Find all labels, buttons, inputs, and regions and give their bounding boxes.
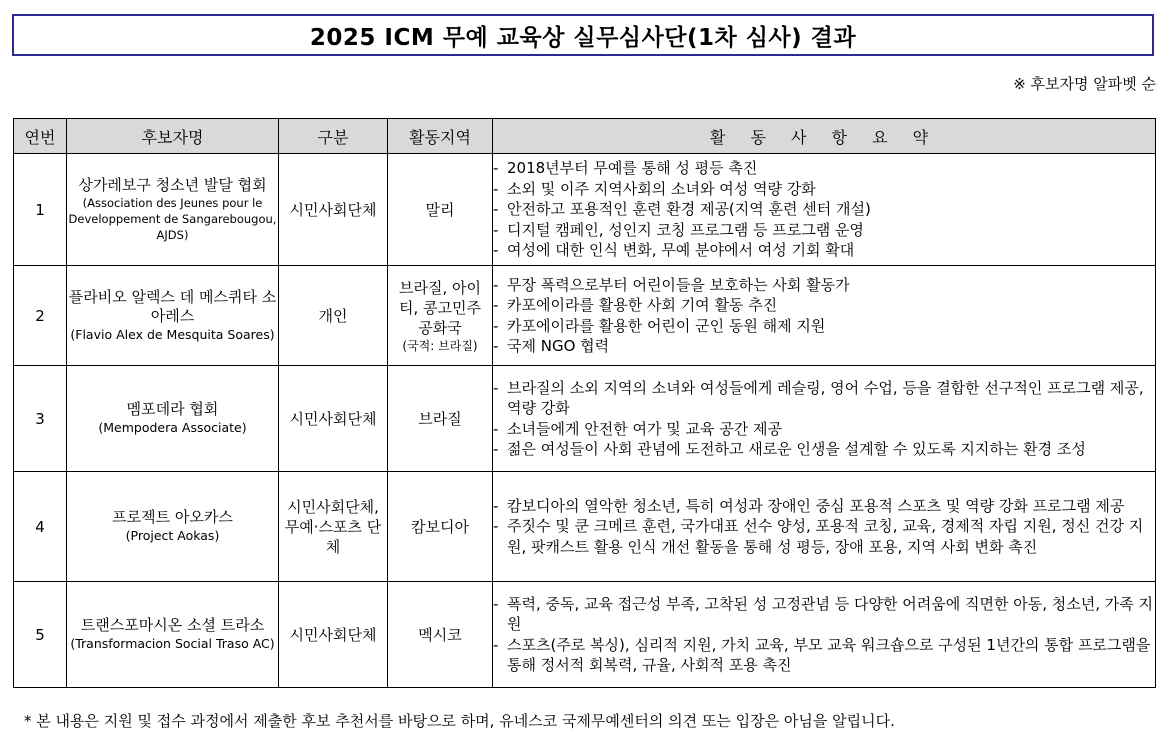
header-summary: 활 동 사 항 요 약 bbox=[493, 119, 1156, 154]
region-note: (국적: 브라질) bbox=[402, 338, 478, 353]
results-table bbox=[13, 118, 1156, 688]
candidate-name-cell bbox=[67, 366, 279, 472]
candidate-type: 시민사회단체 bbox=[279, 154, 388, 266]
activity-region: 브라질, 아이티, 콩고민주공화국 bbox=[399, 278, 481, 337]
candidate-name-cell bbox=[67, 582, 279, 688]
candidate-type: 개인 bbox=[279, 266, 388, 366]
activity-summary-cell bbox=[493, 472, 1156, 582]
table-header-row bbox=[14, 119, 1156, 154]
header-name: 후보자명 bbox=[67, 119, 279, 154]
bullet-dash: - bbox=[493, 200, 499, 219]
candidate-type: 시민사회단체, 무예·스포츠 단체 bbox=[279, 472, 388, 582]
activity-item bbox=[493, 158, 1155, 179]
activity-item bbox=[493, 336, 1155, 357]
activity-text: 카포에이라를 활용한 어린이 군인 동원 해제 지원 bbox=[507, 316, 826, 335]
activity-summary-cell bbox=[493, 582, 1156, 688]
activity-text: 국제 NGO 협력 bbox=[507, 337, 610, 355]
candidate-name-en: (Mempodera Associate) bbox=[98, 420, 247, 435]
table-row bbox=[14, 366, 1156, 472]
activity-region-cell bbox=[388, 154, 493, 266]
page-title: 2025 ICM 무예 교육상 실무심사단(1차 심사) 결과 bbox=[309, 24, 857, 51]
activity-text: 여성에 대한 인식 변화, 무예 분야에서 여성 기회 확대 bbox=[507, 241, 855, 260]
title-box bbox=[12, 14, 1154, 56]
candidate-type: 시민사회단체 bbox=[279, 582, 388, 688]
bullet-dash: - bbox=[493, 220, 499, 239]
row-number: 3 bbox=[14, 366, 67, 472]
row-number: 2 bbox=[14, 266, 67, 366]
activity-text: 무장 폭력으로부터 어린이들을 보호하는 사회 활동가 bbox=[507, 275, 850, 294]
candidate-name-ko: 상가레보구 청소년 발달 협회 bbox=[78, 176, 267, 194]
activity-text: 카포에이라를 활용한 사회 기여 활동 추진 bbox=[507, 296, 778, 314]
activity-text: 캄보디아의 열악한 청소년, 특히 여성과 장애인 중심 포용적 스포츠 및 역량 강화 프로그램 제공 bbox=[507, 496, 1125, 515]
activity-text: 2018년부터 무예를 통해 성 평등 촉진 bbox=[507, 159, 758, 178]
activity-item bbox=[493, 635, 1155, 676]
candidate-name-en: (Association des Jeunes pour le Developpement de Sangarebougou, AJDS) bbox=[68, 196, 277, 242]
candidate-type: 시민사회단체 bbox=[279, 366, 388, 472]
activity-item bbox=[493, 496, 1155, 517]
bullet-dash: - bbox=[493, 316, 499, 335]
candidate-name-ko: 프로젝트 아오카스 bbox=[112, 508, 233, 526]
candidate-name-cell bbox=[67, 266, 279, 366]
bullet-dash: - bbox=[493, 241, 499, 260]
sort-note: ※ 후보자명 알파벳 순 bbox=[1013, 75, 1156, 93]
row-number: 5 bbox=[14, 582, 67, 688]
activity-item bbox=[493, 295, 1155, 316]
activity-text: 젊은 여성들이 사회 관념에 도전하고 새로운 인생을 설계할 수 있도록 지지하는 환경 조성 bbox=[507, 440, 1086, 458]
activity-item bbox=[493, 179, 1155, 200]
activity-text: 브라질의 소외 지역의 소녀와 여성들에게 레슬링, 영어 수업, 등을 결합한 선구적인 프로그램 제공, 역량 강화 bbox=[507, 378, 1144, 417]
activity-summary-cell bbox=[493, 366, 1156, 472]
activity-summary-cell bbox=[493, 266, 1156, 366]
candidate-name-ko: 멤포데라 협회 bbox=[126, 400, 219, 418]
candidate-name-en: (Transformacion Social Traso AC) bbox=[70, 636, 275, 651]
candidate-name-ko: 트랜스포마시온 소셜 트라소 bbox=[80, 616, 265, 634]
activity-text: 폭력, 중독, 교육 접근성 부족, 고착된 성 고정관념 등 다양한 어려움에 직면한 아동, 청소년, 가족 지원 bbox=[507, 594, 1153, 633]
bullet-dash: - bbox=[493, 517, 499, 536]
activity-region: 멕시코 bbox=[418, 625, 462, 644]
activity-region: 캄보디아 bbox=[411, 517, 469, 536]
activity-region-cell bbox=[388, 366, 493, 472]
bullet-dash: - bbox=[493, 337, 499, 355]
activity-item bbox=[493, 378, 1155, 419]
bullet-dash: - bbox=[493, 275, 499, 294]
candidate-name-en: (Project Aokas) bbox=[125, 528, 220, 543]
activity-summary-cell bbox=[493, 154, 1156, 266]
bullet-dash: - bbox=[493, 594, 499, 613]
bullet-dash: - bbox=[493, 635, 499, 654]
row-number: 4 bbox=[14, 472, 67, 582]
header-region: 활동지역 bbox=[388, 119, 493, 154]
bullet-dash: - bbox=[493, 378, 499, 397]
bullet-dash: - bbox=[493, 179, 499, 198]
activity-text: 주짓수 및 쿤 크메르 훈련, 국가대표 선수 양성, 포용적 코칭, 교육, 경제적 자립 지원, 정신 건강 지원, 팟캐스트 활용 인식 개선 활동을 통해 성 평등, 장애 포용, 지역 사회 변화 촉진 bbox=[507, 517, 1144, 556]
activity-region-cell bbox=[388, 472, 493, 582]
table-row bbox=[14, 266, 1156, 366]
candidate-name-cell bbox=[67, 472, 279, 582]
activity-item bbox=[493, 316, 1155, 337]
activity-region: 브라질 bbox=[418, 409, 462, 428]
candidate-name-en: (Flavio Alex de Mesquita Soares) bbox=[70, 326, 275, 342]
table-row bbox=[14, 472, 1156, 582]
activity-item bbox=[493, 439, 1155, 460]
table-row bbox=[14, 154, 1156, 266]
activity-region-cell bbox=[388, 266, 493, 366]
bullet-dash: - bbox=[493, 296, 499, 314]
activity-item bbox=[493, 199, 1155, 220]
activity-item bbox=[493, 220, 1155, 241]
activity-item bbox=[493, 516, 1155, 557]
activity-item bbox=[493, 275, 1155, 296]
activity-item bbox=[493, 419, 1155, 440]
table-row bbox=[14, 582, 1156, 688]
activity-item bbox=[493, 594, 1155, 635]
bullet-dash: - bbox=[493, 419, 499, 438]
activity-text: 안전하고 포용적인 훈련 환경 제공(지역 훈련 센터 개설) bbox=[507, 200, 871, 219]
candidate-name-ko: 플라비오 알렉스 데 메스퀴타 소아레스 bbox=[68, 287, 277, 325]
activity-text: 소녀들에게 안전한 여가 및 교육 공간 제공 bbox=[507, 419, 782, 438]
footer-note: * 본 내용은 지원 및 접수 과정에서 제출한 후보 추천서를 바탕으로 하며, 유네스코 국제무예센터의 의견 또는 입장은 아님을 알립니다. bbox=[24, 712, 895, 730]
header-type: 구분 bbox=[279, 119, 388, 154]
activity-item bbox=[493, 240, 1155, 261]
candidate-name-cell bbox=[67, 154, 279, 266]
activity-text: 디지털 캠페인, 성인지 코칭 프로그램 등 프로그램 운영 bbox=[507, 220, 864, 239]
activity-region-cell bbox=[388, 582, 493, 688]
bullet-dash: - bbox=[493, 440, 499, 458]
bullet-dash: - bbox=[493, 496, 499, 515]
activity-region: 말리 bbox=[425, 200, 455, 219]
activity-text: 소외 및 이주 지역사회의 소녀와 여성 역량 강화 bbox=[507, 179, 816, 198]
activity-text: 스포츠(주로 복싱), 심리적 지원, 가치 교육, 부모 교육 워크숍으로 구성된 1년간의 통합 프로그램을 통해 정서적 회복력, 규율, 사회적 포용 촉진 bbox=[507, 635, 1151, 674]
row-number: 1 bbox=[14, 154, 67, 266]
bullet-dash: - bbox=[493, 159, 499, 178]
header-no: 연번 bbox=[14, 119, 67, 154]
